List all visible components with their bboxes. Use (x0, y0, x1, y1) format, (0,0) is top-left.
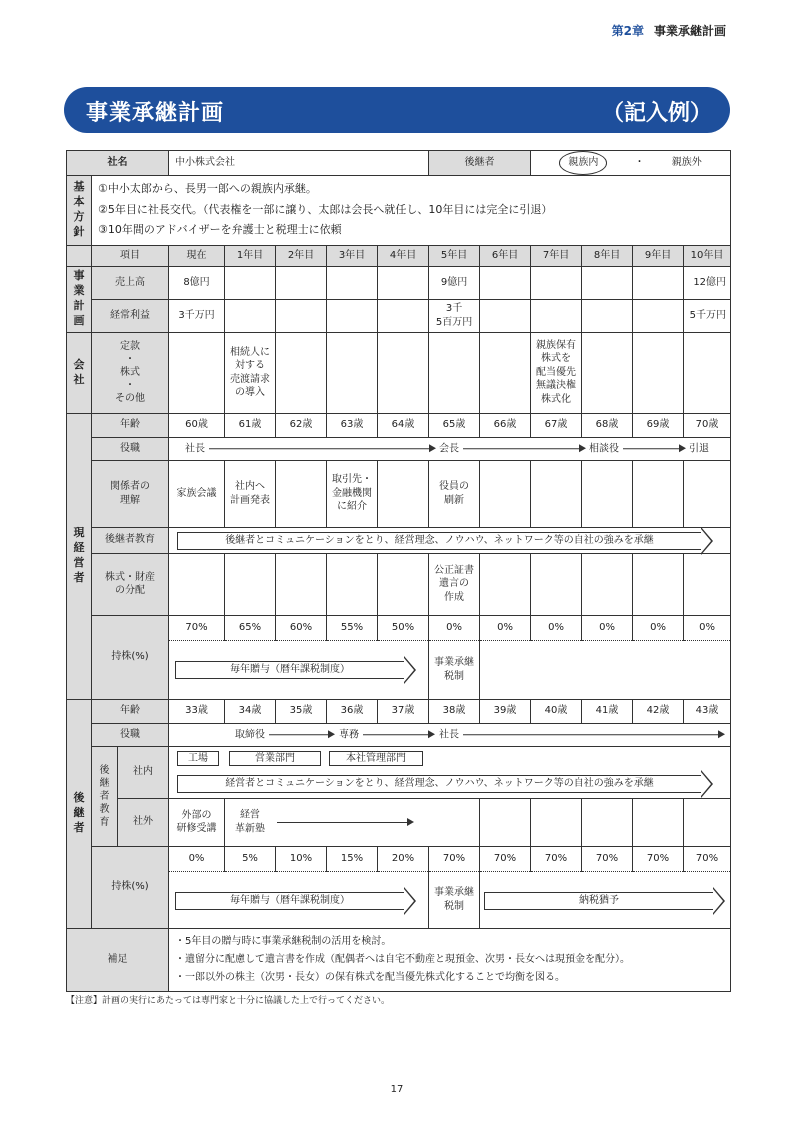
inner-box: 本社管理部門 (329, 751, 423, 766)
year-col: 8年目 (582, 245, 633, 266)
suc-age: 33歳 (169, 699, 225, 723)
suc-age-label: 年齢 (92, 699, 169, 723)
plan-label: 事 業 計 画 (67, 266, 92, 332)
suc-hold: 15% (327, 846, 378, 871)
suc-age-row (67, 699, 731, 723)
suc-hold: 70% (582, 846, 633, 871)
suc-hold: 70% (429, 846, 480, 871)
outer-cell: 経営 革新塾 (235, 809, 265, 834)
supp-row (67, 928, 731, 991)
suc-age: 38歳 (429, 699, 480, 723)
profit-row (67, 299, 731, 332)
role-label: 相談役 (589, 442, 619, 454)
suc-outer-timeline (225, 798, 480, 846)
role-label: 専務 (339, 728, 359, 740)
inner-box: 工場 (177, 751, 219, 766)
suc-inner-label: 社内 (118, 746, 169, 798)
cur-age: 68歳 (582, 413, 633, 437)
cur-hold: 70% (169, 615, 225, 640)
suc-age: 39歳 (480, 699, 531, 723)
current-label: 現 経 営 者 (67, 413, 92, 699)
page-title: 事業承継計画 (86, 101, 225, 126)
cur-edu-row (67, 527, 731, 553)
chapter-number: 第2章 (611, 24, 644, 38)
suc-outer-label: 社外 (118, 798, 169, 846)
sales-cell: 12億円 (684, 266, 731, 299)
cur-age: 64歳 (378, 413, 429, 437)
rel-cell: 役員の 刷新 (429, 460, 480, 527)
cur-asset-row (67, 553, 731, 615)
cur-age: 70歳 (684, 413, 731, 437)
cur-age: 63歳 (327, 413, 378, 437)
suc-age: 36歳 (327, 699, 378, 723)
asset-cell: 公正証書 遺言の 作成 (429, 553, 480, 615)
suc-hold: 70% (684, 846, 731, 871)
suc-age: 34歳 (225, 699, 276, 723)
arrow-head-icon (718, 731, 725, 739)
sales-label: 売上高 (92, 266, 169, 299)
suc-age: 43歳 (684, 699, 731, 723)
year-col: 6年目 (480, 245, 531, 266)
successor-label: 後 継 者 (67, 699, 92, 928)
company-label: 社名 (67, 151, 169, 176)
cur-age: 60歳 (169, 413, 225, 437)
suc-inner-cell (169, 746, 731, 798)
cur-gift-cell (169, 640, 429, 699)
suc-hold-label: 持株(%) (92, 846, 169, 928)
company-sec-cell: 相続人に 対する 売渡請求 の導入 (225, 332, 276, 413)
suc-role-timeline (169, 723, 731, 746)
company-row (67, 151, 731, 176)
option-out-family: 親族外 (671, 157, 702, 168)
cur-age: 67歳 (531, 413, 582, 437)
rel-cell: 社内へ 計画発表 (225, 460, 276, 527)
defer-arrow: 納税猶予 (484, 892, 713, 910)
cur-hold: 55% (327, 615, 378, 640)
policy-lines: ①中小太郎から、長男一郎への親族内承継。 ②5年目に社長交代。（代表権を一部に譲り、太郎は会長へ就任し、10年目には完全に引退） ③10年間のアドバイザーを弁護士と税理士に依頼 (92, 175, 731, 245)
year-col: 5年目 (429, 245, 480, 266)
suc-hold: 20% (378, 846, 429, 871)
cur-role-timeline (169, 437, 731, 460)
cur-role-row (67, 437, 731, 460)
suc-inner-row (67, 746, 731, 798)
plan-table (66, 150, 731, 992)
page-subtitle: （記入例） (601, 101, 712, 126)
arrow-head-icon (428, 731, 435, 739)
suc-hold: 70% (480, 846, 531, 871)
successor-type-label: 後継者 (429, 151, 531, 176)
item-label: 項目 (92, 245, 169, 266)
chapter-header (612, 22, 726, 39)
suc-hold: 70% (633, 846, 684, 871)
cur-gift-arrow: 毎年贈与（暦年課税制度） (175, 661, 404, 679)
role-label: 引退 (689, 442, 709, 454)
year-col: 1年目 (225, 245, 276, 266)
year-header (67, 245, 731, 266)
chapter-title: 事業承継計画 (653, 24, 726, 38)
cur-age-row (67, 413, 731, 437)
cur-tax: 事業承継 税制 (429, 640, 480, 699)
suc-age: 42歳 (633, 699, 684, 723)
cur-age: 65歳 (429, 413, 480, 437)
cur-age: 69歳 (633, 413, 684, 437)
profit-label: 経常利益 (92, 299, 169, 332)
suc-role-row (67, 723, 731, 746)
cur-rel-label: 関係者の 理解 (92, 460, 169, 527)
rel-cell: 家族会議 (169, 460, 225, 527)
suc-tax: 事業承継 税制 (429, 871, 480, 928)
year-col: 現在 (169, 245, 225, 266)
cur-hold: 60% (276, 615, 327, 640)
suc-inner-arrow: 経営者とコミュニケーションをとり、経営理念、ノウハウ、ネットワーク等の自社の強みを承継 (177, 775, 701, 793)
outer-cell: 外部の 研修受講 (169, 798, 225, 846)
supp-label: 補足 (67, 928, 169, 991)
suc-hold: 10% (276, 846, 327, 871)
cur-hold-label: 持株(%) (92, 615, 169, 699)
profit-cell: 3千万円 (169, 299, 225, 332)
profit-cell: 3千 5百万円 (429, 299, 480, 332)
company-name: 中小株式会社 (169, 151, 429, 176)
cur-hold: 0% (684, 615, 731, 640)
cur-hold: 0% (633, 615, 684, 640)
rel-cell: 取引先・ 金融機関 に紹介 (327, 460, 378, 527)
year-col: 10年目 (684, 245, 731, 266)
footnote: 【注意】計画の実行にあたっては専門家と十分に協議した上で行ってください。 (66, 996, 391, 1006)
suc-defer-cell (480, 871, 731, 928)
suc-hold-row (67, 846, 731, 871)
suc-age: 41歳 (582, 699, 633, 723)
cur-edu-label: 後継者教育 (92, 527, 169, 553)
title-banner (64, 87, 730, 133)
inner-box: 営業部門 (229, 751, 321, 766)
cur-hold: 0% (429, 615, 480, 640)
arrow-head-icon (328, 731, 335, 739)
company-sec-row (67, 332, 731, 413)
cur-hold: 50% (378, 615, 429, 640)
suc-age: 35歳 (276, 699, 327, 723)
sales-cell: 8億円 (169, 266, 225, 299)
cur-hold: 0% (582, 615, 633, 640)
cur-role-label: 役職 (92, 437, 169, 460)
cur-age-label: 年齢 (92, 413, 169, 437)
role-label: 取締役 (235, 728, 265, 740)
company-sec-label: 会 社 (67, 332, 92, 413)
profit-cell: 5千万円 (684, 299, 731, 332)
supp-lines: ・5年目の贈与時に事業承継税制の活用を検討。 ・遺留分に配慮して遺言書を作成（配偶者へは自宅不動産と現預金、次男・長女へは現預金を配分）。 ・一郎以外の株主（次男・長女）の保有株式を配当優先株式化することで均衡を図る。 (169, 928, 731, 991)
arrow-head-icon (407, 818, 414, 826)
suc-edu-label: 後 継 者 教 育 (92, 746, 118, 846)
suc-hold: 5% (225, 846, 276, 871)
role-label: 会長 (439, 442, 459, 454)
cur-hold: 65% (225, 615, 276, 640)
cur-rel-row (67, 460, 731, 527)
company-sec-cell: 親族保有 株式を 配当優先 無議決権 株式化 (531, 332, 582, 413)
suc-role-label: 役職 (92, 723, 169, 746)
cur-asset-label: 株式・財産 の分配 (92, 553, 169, 615)
suc-gift-arrow: 毎年贈与（暦年課税制度） (175, 892, 404, 910)
cur-hold-row (67, 615, 731, 640)
year-col: 4年目 (378, 245, 429, 266)
cur-hold: 0% (531, 615, 582, 640)
cur-age: 66歳 (480, 413, 531, 437)
suc-gift-cell (169, 871, 429, 928)
option-separator: ・ (634, 157, 645, 168)
cur-age: 61歳 (225, 413, 276, 437)
cur-age: 62歳 (276, 413, 327, 437)
cur-edu-arrow: 後継者とコミュニケーションをとり、経営理念、ノウハウ、ネットワーク等の自社の強みを承継 (177, 532, 701, 550)
cur-hold: 0% (480, 615, 531, 640)
year-col: 3年目 (327, 245, 378, 266)
cur-edu-cell (169, 527, 731, 553)
role-label: 社長 (185, 442, 205, 454)
sales-cell: 9億円 (429, 266, 480, 299)
sales-row (67, 266, 731, 299)
suc-age: 37歳 (378, 699, 429, 723)
policy-label: 基 本 方 針 (67, 175, 92, 245)
policy-row (67, 175, 731, 245)
year-col: 2年目 (276, 245, 327, 266)
suc-hold: 0% (169, 846, 225, 871)
year-col: 7年目 (531, 245, 582, 266)
option-in-family: 親族内 (559, 151, 607, 175)
suc-outer-row (67, 798, 731, 846)
role-label: 社長 (439, 728, 459, 740)
year-col: 9年目 (633, 245, 684, 266)
page-number: 17 (390, 1084, 404, 1095)
suc-hold: 70% (531, 846, 582, 871)
suc-age: 40歳 (531, 699, 582, 723)
charter-label: 定款 ・ 株式 ・ その他 (92, 332, 169, 413)
